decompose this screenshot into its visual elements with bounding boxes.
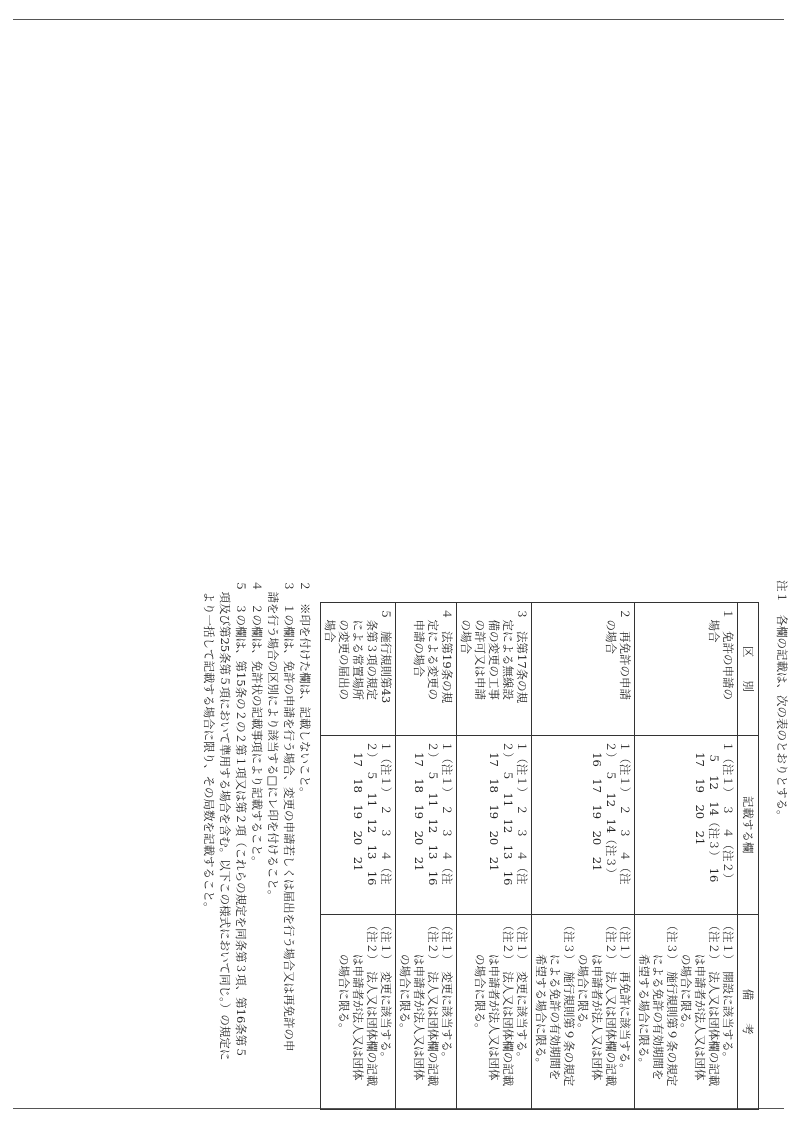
table-header-row: [738, 603, 759, 1110]
cell-biko-line: （注２） 法人又は団体欄の記載: [501, 919, 515, 1087]
cell-biko-line: 希望する場合に限る。: [637, 919, 651, 1070]
cell-biko-line: は申請者が法人又は団体: [590, 919, 604, 1081]
header-biko: 備 考: [738, 914, 759, 1109]
cell-biko-line: （注２） 法人又は団体欄の記載: [365, 919, 379, 1087]
cell-kubetsu-line: の場合: [604, 608, 618, 654]
cell-biko-line: の場合に限る。: [398, 919, 412, 1035]
cell-kubetsu-line: による常置場所: [351, 608, 365, 700]
cell-kisai-line: １（注１） ３ ４（注２）: [721, 740, 735, 885]
cell-biko-line: （注１） 変更に該当する。: [440, 919, 454, 1064]
cell-kubetsu-line: ４ 法第19条の規: [440, 608, 454, 704]
cell-biko-line: は申請者が法人又は団体: [412, 919, 426, 1081]
cell-kubetsu: [635, 603, 738, 736]
cell-biko-line: （注３） 施行規則第９条の規定: [562, 919, 576, 1087]
cell-kisai: [635, 735, 738, 914]
cell-biko-line: （注１） 変更に該当する。: [379, 919, 393, 1064]
cell-kisai: [532, 735, 635, 914]
notes-heading: 注１ 各欄の記載は、次の表のとおりとする。: [775, 580, 789, 822]
cell-kubetsu-line: の変更の届出の: [337, 608, 351, 700]
footnote-line: ３ １の欄は、免許の申請を行う場合、変更の申請若しくは届出を行う場合又は再免許の申: [282, 580, 296, 1052]
cell-biko: [635, 914, 738, 1109]
cell-biko-line: による免許の有効期間を: [548, 919, 562, 1081]
cell-kisai-line: １（注１） ２ ３ ４（注: [379, 740, 393, 885]
cell-kubetsu-line: ３ 法第17条の規: [515, 608, 529, 704]
cell-biko: [396, 914, 457, 1109]
cell-kisai-line: 17 18 19 20 21: [487, 740, 501, 872]
cell-kubetsu-line: 定による無線設: [501, 608, 515, 700]
table-row: [635, 603, 738, 1110]
cell-kisai-line: １（注１） ２ ３ ４（注: [440, 740, 454, 885]
cell-biko: [321, 914, 396, 1109]
rotated-notes-page: [137, 580, 797, 1100]
cell-biko-line: （注２） 法人又は団体欄の記載: [707, 919, 721, 1087]
cell-kisai-line: ２） ５ 11 12 13 16: [426, 740, 440, 886]
cell-biko-line: は申請者が法人又は団体: [351, 919, 365, 1081]
cell-biko-line: の場合に限る。: [337, 919, 351, 1035]
cell-kubetsu: [321, 603, 396, 736]
cell-kisai-line: ２） ５ 11 12 13 16: [365, 740, 379, 886]
footnote-line: ４ ２の欄は、免許状の記載事項により記載すること。: [250, 580, 264, 868]
cell-kubetsu: [457, 603, 532, 736]
cell-biko-line: （注２） 法人又は団体欄の記載: [604, 919, 618, 1087]
cell-kubetsu-line: ５ 施行規則第43: [379, 608, 393, 704]
cell-kubetsu: [396, 603, 457, 736]
cell-kisai-line: １（注１） ２ ３ ４（注: [618, 740, 632, 885]
cell-kisai-line: ２） ５ 12 14（注３）: [604, 740, 618, 880]
cell-kisai: [457, 735, 532, 914]
cell-biko-line: の場合に限る。: [473, 919, 487, 1035]
table-row: [396, 603, 457, 1110]
cell-kubetsu-line: 定による変更の: [426, 608, 440, 700]
cell-biko-line: （注３） 施行規則第９条の規定: [665, 919, 679, 1087]
cell-biko-line: の場合に限る。: [679, 919, 693, 1035]
cell-biko-line: 希望する場合に限る。: [534, 919, 548, 1070]
cell-kisai-line: ２） ５ 11 12 13 16: [501, 740, 515, 886]
header-kisai: 記載する欄: [738, 735, 759, 914]
cell-biko: [457, 914, 532, 1109]
cell-biko-line: による免許の有効期間を: [651, 919, 665, 1081]
footnote-line: 項及び第25条第５項において準用する場合を含む。以下この様式において同じ。）の規定に: [218, 580, 232, 1061]
cell-kisai-line: 17 19 20 21: [693, 740, 707, 846]
table-body: [321, 603, 738, 1110]
cell-biko-line: は申請者が法人又は団体: [693, 919, 707, 1081]
footnote-line: ５ ３の欄は、第15条の２の２第１項又は第２項（これらの規定を同条第３項、第16条第５: [234, 580, 248, 1058]
cell-kisai-line: 16 17 19 20 21: [590, 740, 604, 872]
cell-kisai-line: 17 18 19 20 21: [412, 740, 426, 872]
cell-kubetsu-line: １ 免許の申請の: [721, 608, 735, 700]
cell-kubetsu-line: 条第３項の規定: [365, 608, 379, 700]
cell-kisai-line: １（注１） ２ ３ ４（注: [515, 740, 529, 885]
cell-biko-line: （注１） 再免許に該当する。: [618, 919, 632, 1075]
top-rule: [13, 19, 784, 20]
cell-kubetsu-line: 場合: [323, 608, 337, 643]
cell-biko-line: （注１） 変更に該当する。: [515, 919, 529, 1064]
cell-kubetsu-line: ２ 再免許の申請: [618, 608, 632, 700]
cell-kubetsu-line: の場合: [459, 608, 473, 654]
cell-biko-line: （注１） 開設に該当する。: [721, 919, 735, 1064]
cell-biko-line: の場合に限る。: [576, 919, 590, 1035]
cell-biko-line: は申請者が法人又は団体: [487, 919, 501, 1081]
header-kubetsu: 区 別: [738, 603, 759, 736]
cell-kisai-line: 17 18 19 20 21: [351, 740, 365, 872]
cell-kisai-line: ５ 12 14（注３） 16: [707, 740, 721, 883]
table-row: [321, 603, 396, 1110]
footnote-line: ２ ※印を付けた欄は、記載しないこと。: [298, 580, 312, 799]
cell-biko: [532, 914, 635, 1109]
table-row: [457, 603, 532, 1110]
footnote-line: 請を行う場合の区別により該当する□にレ印を付けること。: [266, 580, 280, 902]
table-row: [532, 603, 635, 1110]
cell-kubetsu-line: 申請の場合: [412, 608, 426, 677]
cell-kubetsu-line: の許可又は申請: [473, 608, 487, 700]
cell-kisai: [396, 735, 457, 914]
cell-kisai: [321, 735, 396, 914]
footnote-line: より一括して記載する場合に限り、その局数を記載すること。: [202, 580, 216, 914]
notes-table: [320, 602, 759, 1110]
cell-kubetsu-line: 備の変更の工事: [487, 608, 501, 700]
cell-biko-line: （注２） 法人又は団体欄の記載: [426, 919, 440, 1087]
cell-kubetsu: [532, 603, 635, 736]
cell-kubetsu-line: 場合: [707, 608, 721, 643]
